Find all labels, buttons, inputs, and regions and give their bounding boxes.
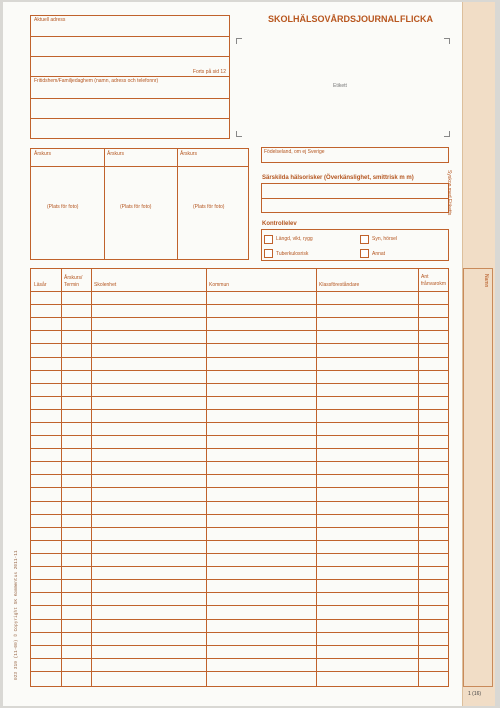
name-label: Namn <box>483 274 489 288</box>
table-row-line <box>31 304 448 305</box>
col-header-absence: Ant frånvarokm <box>421 274 447 287</box>
photo-placeholder-2: (Plats för foto) <box>120 204 152 210</box>
control-item-vision-hearing: Syn, hörsel <box>372 236 398 242</box>
checkbox-other[interactable] <box>360 249 369 258</box>
side-sibling-text: Syskon med Etiketts <box>446 170 452 216</box>
photo-placeholder-3: (Plats för foto) <box>193 204 225 210</box>
table-row-line <box>31 619 448 620</box>
birth-country-label: Födelseland, om ej Sverige <box>264 149 325 155</box>
table-row-line <box>31 527 448 528</box>
col-header-school-year: Läsår <box>34 282 47 288</box>
name-strip-box <box>463 268 493 687</box>
table-row-line <box>31 435 448 436</box>
label-corner-br <box>444 131 450 137</box>
table-row-line <box>31 448 448 449</box>
birth-country-box <box>261 147 449 163</box>
control-item-tuberculosis: Tuberkulosrisk <box>276 251 309 257</box>
table-row-line <box>31 632 448 633</box>
col-header-school-unit: Skolenhet <box>94 282 117 288</box>
table-row-line <box>31 553 448 554</box>
control-item-other: Annat <box>372 251 386 257</box>
photo-year-label-1: Årskurs <box>34 151 51 157</box>
table-row-line <box>31 343 448 344</box>
photo-year-label-3: Årskurs <box>180 151 197 157</box>
table-row-line <box>31 514 448 515</box>
photo-box-group <box>30 148 249 260</box>
table-row-line <box>31 422 448 423</box>
label-corner-tr <box>444 38 450 44</box>
table-row-line <box>31 487 448 488</box>
page-number: 1 (16) <box>468 691 482 697</box>
gender-title: FLICKA <box>400 14 433 24</box>
table-row-line <box>31 501 448 502</box>
label-area-text: Etikett <box>333 83 347 89</box>
col-header-municipality: Kommun <box>209 282 230 288</box>
current-address-label: Aktuell adress <box>34 17 66 23</box>
table-row-line <box>31 409 448 410</box>
label-corner-tl <box>236 38 242 44</box>
label-corner-bl <box>236 131 242 137</box>
table-row-line <box>31 461 448 462</box>
form-code: 023 319 (11-00) © Copyright SK Kommentus 2011-11 <box>14 550 19 680</box>
address-box <box>30 15 230 139</box>
table-row-line <box>31 474 448 475</box>
table-row-line <box>31 370 448 371</box>
journal-title: SKOLHÄLSOVÅRDSJOURNAL <box>268 14 400 24</box>
health-risks-label: Särskilda hälsorisker (Överkänslighet, smittrisk m m) <box>262 175 414 181</box>
table-row-line <box>31 566 448 567</box>
table-row-line <box>31 671 448 672</box>
control-item-length-weight: Längd, vikt, rygg <box>276 236 313 242</box>
photo-placeholder-1: (Plats för foto) <box>47 204 79 210</box>
table-row-line <box>31 605 448 606</box>
table-row-line <box>31 357 448 358</box>
checkbox-vision-hearing[interactable] <box>360 235 369 244</box>
table-row-line <box>31 383 448 384</box>
table-row-line <box>31 579 448 580</box>
table-row-line <box>31 592 448 593</box>
continue-note: Forts på sid 12 <box>192 69 226 75</box>
table-row-line <box>31 330 448 331</box>
table-row-line <box>31 658 448 659</box>
col-header-grade-term: Årskurs/ Termin <box>64 275 83 288</box>
journal-page <box>3 2 494 706</box>
checkbox-length-weight[interactable] <box>264 235 273 244</box>
table-row-line <box>31 540 448 541</box>
photo-year-label-2: Årskurs <box>107 151 124 157</box>
col-header-class-teacher: Klassföreståndare <box>319 282 360 288</box>
table-row-line <box>31 645 448 646</box>
checkbox-tuberculosis[interactable] <box>264 249 273 258</box>
name-strip <box>462 2 495 706</box>
school-history-table <box>30 268 449 687</box>
control-heading: Kontrollelev <box>262 221 297 227</box>
table-row-line <box>31 317 448 318</box>
table-row-line <box>31 396 448 397</box>
leisure-address-label: Fritidshem/Familjedaghem (namn, adress och telefonnr) <box>34 78 159 84</box>
health-risks-box <box>261 183 449 213</box>
